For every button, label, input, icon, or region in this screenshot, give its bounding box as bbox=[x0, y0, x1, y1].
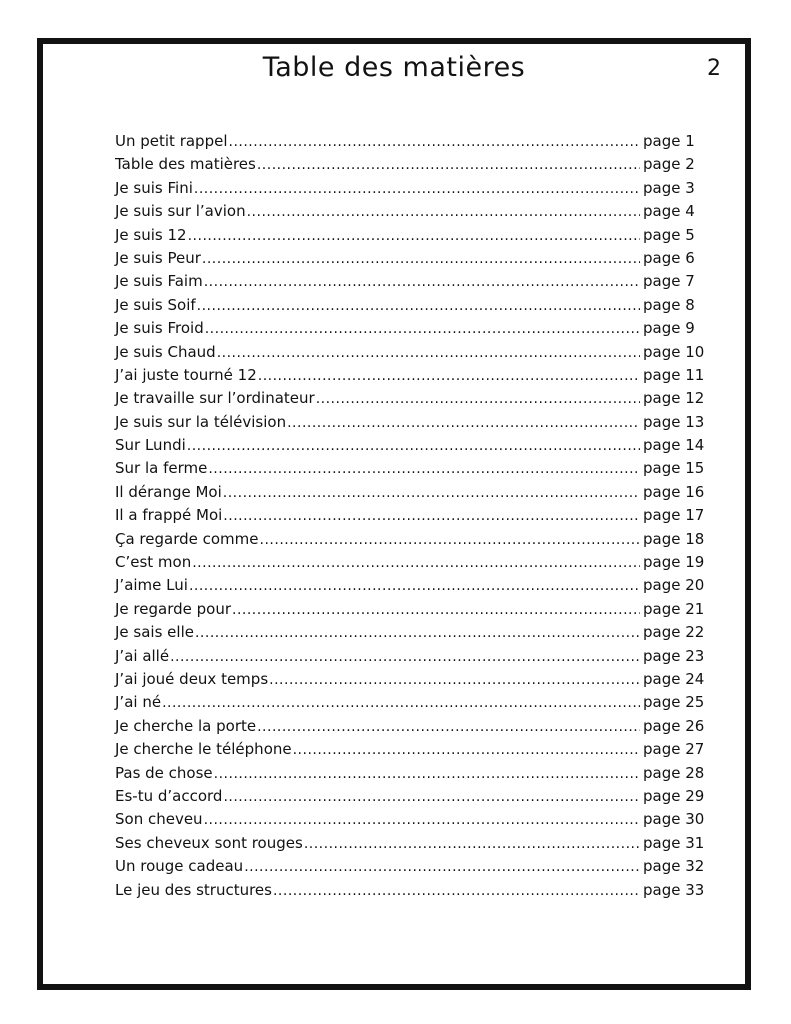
entry-page: page 10 bbox=[643, 342, 705, 361]
toc-entry bbox=[115, 132, 707, 155]
entry-page: page 30 bbox=[643, 810, 705, 829]
toc-entry bbox=[115, 881, 707, 904]
entry-title: Sur la ferme bbox=[115, 459, 208, 478]
dot-leader bbox=[194, 181, 640, 197]
entry-title: J’ai joué deux temps bbox=[115, 669, 269, 688]
toc-entry bbox=[115, 670, 707, 693]
toc-entry bbox=[115, 296, 707, 319]
dot-leader bbox=[208, 461, 640, 477]
dot-leader bbox=[269, 672, 640, 688]
entry-page: page 1 bbox=[643, 132, 695, 150]
dot-leader bbox=[195, 625, 640, 641]
entry-title: Je cherche le téléphone bbox=[115, 740, 292, 759]
dot-leader bbox=[162, 695, 640, 711]
toc-entry bbox=[115, 413, 707, 436]
toc-entry bbox=[115, 155, 707, 178]
dot-leader bbox=[287, 415, 640, 431]
entry-title: Le jeu des structures bbox=[115, 880, 272, 899]
dot-leader bbox=[187, 438, 640, 454]
entry-title: Il dérange Moi bbox=[115, 482, 222, 501]
entry-page: page 17 bbox=[643, 506, 705, 525]
page-number: 2 bbox=[707, 56, 721, 81]
dot-leader bbox=[232, 602, 640, 618]
dot-leader bbox=[204, 274, 640, 290]
toc-entry bbox=[115, 179, 707, 202]
entry-title: C’est mon bbox=[115, 553, 192, 572]
entry-title: Je suis Chaud bbox=[115, 342, 216, 361]
toc-entry bbox=[115, 834, 707, 857]
entry-title: Un rouge cadeau bbox=[115, 857, 244, 876]
entry-title: J’ai allé bbox=[115, 646, 170, 665]
dot-leader bbox=[192, 555, 640, 571]
dot-leader bbox=[257, 157, 640, 173]
toc-entry bbox=[115, 530, 707, 553]
toc-entry bbox=[115, 343, 707, 366]
entry-page: page 31 bbox=[643, 833, 705, 852]
toc-list bbox=[115, 132, 707, 904]
dot-leader bbox=[260, 532, 640, 548]
entry-title: Je suis Fini bbox=[115, 178, 193, 197]
entry-page: page 24 bbox=[643, 669, 705, 688]
toc-entry bbox=[115, 857, 707, 880]
dot-leader bbox=[223, 485, 640, 501]
dot-leader bbox=[293, 742, 640, 758]
entry-title: Je sais elle bbox=[115, 623, 194, 642]
entry-page: page 7 bbox=[643, 272, 695, 291]
dot-leader bbox=[316, 391, 640, 407]
toc-entry bbox=[115, 249, 707, 272]
dot-leader bbox=[257, 719, 640, 735]
entry-title: Es-tu d’accord bbox=[115, 786, 223, 805]
toc-entry bbox=[115, 553, 707, 576]
entry-page: page 4 bbox=[643, 202, 695, 221]
toc-entry bbox=[115, 576, 707, 599]
entry-page: page 6 bbox=[643, 248, 695, 267]
toc-entry bbox=[115, 272, 707, 295]
entry-title: Je suis sur l’avion bbox=[115, 202, 246, 221]
entry-page: page 12 bbox=[643, 389, 705, 408]
dot-leader bbox=[189, 578, 640, 594]
dot-leader bbox=[188, 228, 640, 244]
toc-entry bbox=[115, 693, 707, 716]
entry-title: Un petit rappel bbox=[115, 132, 228, 150]
entry-page: page 8 bbox=[643, 295, 695, 314]
dot-leader bbox=[202, 251, 640, 267]
entry-page: page 3 bbox=[643, 178, 695, 197]
toc-entry bbox=[115, 810, 707, 833]
toc-entry bbox=[115, 600, 707, 623]
entry-page: page 19 bbox=[643, 553, 705, 572]
entry-page: page 25 bbox=[643, 693, 705, 712]
dot-leader bbox=[304, 836, 640, 852]
dot-leader bbox=[214, 766, 640, 782]
toc-entry bbox=[115, 226, 707, 249]
entry-title: Je suis Froid bbox=[115, 319, 204, 338]
dot-leader bbox=[258, 368, 640, 384]
entry-title: Ses cheveux sont rouges bbox=[115, 833, 303, 852]
dot-leader bbox=[244, 859, 640, 875]
entry-page: page 32 bbox=[643, 857, 705, 876]
entry-title: Je cherche la porte bbox=[115, 716, 257, 735]
page-title: Table des matières bbox=[262, 52, 526, 83]
entry-title: J’aime Lui bbox=[115, 576, 188, 595]
entry-page: page 16 bbox=[643, 482, 705, 501]
toc-entry bbox=[115, 717, 707, 740]
dot-leader bbox=[197, 298, 640, 314]
entry-page: page 29 bbox=[643, 786, 705, 805]
toc-entry bbox=[115, 459, 707, 482]
entry-page: page 14 bbox=[643, 436, 705, 455]
toc-entry bbox=[115, 623, 707, 646]
entry-page: page 23 bbox=[643, 646, 705, 665]
toc-entry bbox=[115, 787, 707, 810]
dot-leader bbox=[205, 321, 640, 337]
entry-title: Sur Lundi bbox=[115, 436, 186, 455]
entry-title: Je travaille sur l’ordinateur bbox=[115, 389, 315, 408]
dot-leader bbox=[229, 134, 641, 150]
toc-entry bbox=[115, 436, 707, 459]
entry-page: page 13 bbox=[643, 412, 705, 431]
dot-leader bbox=[247, 204, 640, 220]
toc-entry bbox=[115, 202, 707, 225]
entry-title: Son cheveu bbox=[115, 810, 203, 829]
toc-entry bbox=[115, 506, 707, 529]
entry-title: Il a frappé Moi bbox=[115, 506, 223, 525]
entry-title: Je suis sur la télévision bbox=[115, 412, 287, 431]
toc-entry bbox=[115, 483, 707, 506]
entry-page: page 5 bbox=[643, 225, 695, 244]
entry-title: Je suis Soif bbox=[115, 295, 196, 314]
entry-page: page 21 bbox=[643, 599, 705, 618]
entry-title: Ça regarde comme bbox=[115, 529, 259, 548]
toc-entry bbox=[115, 389, 707, 412]
entry-page: page 20 bbox=[643, 576, 705, 595]
dot-leader bbox=[217, 345, 640, 361]
entry-page: page 26 bbox=[643, 716, 705, 735]
dot-leader bbox=[273, 883, 640, 899]
entry-title: Pas de chose bbox=[115, 763, 213, 782]
entry-title: Table des matières bbox=[115, 155, 256, 174]
toc-entry bbox=[115, 740, 707, 763]
entry-title: J’ai né bbox=[115, 693, 162, 712]
entry-page: page 33 bbox=[643, 880, 705, 899]
entry-page: page 9 bbox=[643, 319, 695, 338]
page-border-frame bbox=[37, 38, 751, 990]
dot-leader bbox=[223, 789, 640, 805]
entry-title: J’ai juste tourné 12 bbox=[115, 365, 257, 384]
page-header bbox=[43, 52, 745, 96]
entry-page: page 15 bbox=[643, 459, 705, 478]
entry-page: page 22 bbox=[643, 623, 705, 642]
entry-title: Je suis Faim bbox=[115, 272, 203, 291]
entry-title: Je suis 12 bbox=[115, 225, 187, 244]
dot-leader bbox=[223, 508, 640, 524]
dot-leader bbox=[170, 649, 640, 665]
entry-title: Je suis Peur bbox=[115, 248, 201, 267]
entry-page: page 27 bbox=[643, 740, 705, 759]
toc-entry bbox=[115, 366, 707, 389]
toc-entry bbox=[115, 647, 707, 670]
dot-leader bbox=[204, 812, 640, 828]
entry-page: page 18 bbox=[643, 529, 705, 548]
entry-page: page 11 bbox=[643, 365, 705, 384]
toc-entry bbox=[115, 319, 707, 342]
entry-title: Je regarde pour bbox=[115, 599, 231, 618]
entry-page: page 28 bbox=[643, 763, 705, 782]
entry-page: page 2 bbox=[643, 155, 695, 174]
toc-entry bbox=[115, 764, 707, 787]
